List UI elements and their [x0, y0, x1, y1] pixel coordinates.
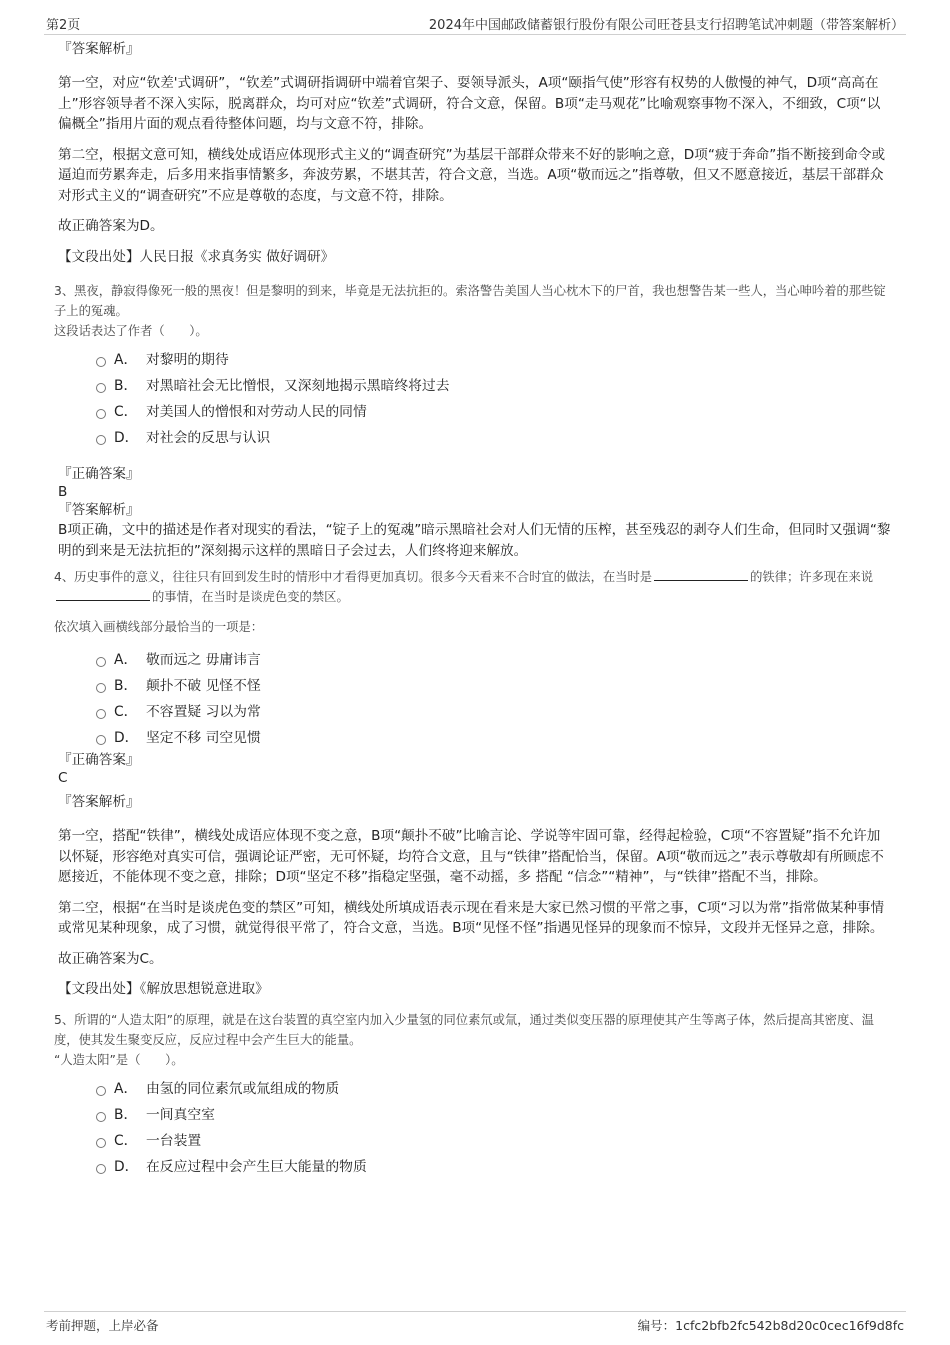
question-stem: 4、历史事件的意义，往往只有回到发生时的情形中才看得更加真切。很多今天看来不合时宜的做法，在当时是 的铁律；许多现在来说的事情，在当时是谈虎色变的禁区。 [54, 570, 874, 604]
analysis-conclusion: 故正确答案为C。 [58, 950, 163, 967]
analysis-paragraph: B项正确，文中的描述是作者对现实的看法，“锭子上的冤魂”暗示黑暗社会对人们无情的压榨，甚至残忍的剥夺人们生命，但同时又强调“黎明的到来是无法抗拒的”深刻揭示这样的黑暗日子会过去，人们终将迎来解放。 [58, 522, 891, 559]
option-a[interactable]: A． 对黎明的期待 [96, 347, 892, 373]
analysis-label: 『答案解析』 [58, 41, 140, 57]
option-c[interactable]: C． 对美国人的憎恨和对劳动人民的同情 [96, 399, 892, 425]
radio-icon[interactable] [96, 409, 106, 419]
analysis-conclusion: 故正确答案为D。 [58, 218, 164, 234]
question-prompt: 依次填入画横线部分最恰当的一项是： [54, 620, 264, 634]
answer-label: 『正确答案』 [58, 752, 140, 768]
question-prompt: “人造太阳”是（ ）。 [54, 1052, 184, 1067]
analysis-paragraph: 第二空，根据“在当时是谈虎色变的禁区”可知，横线处所填成语表示现在看来是大家已然习惯的平常之事，C项“习以为常”指常做某种事情或常见某种现象，成了习惯，就觉得很平常了，符合文意，当选。B项“见怪不怪”指遇见怪异的现象而不惊异，文段并无怪异之意，排除。 [58, 899, 885, 936]
option-b[interactable]: B． 颠扑不破 见怪不怪 [96, 673, 892, 699]
analysis-paragraph: 第一空，对应“钦差'式调研”，“钦差”式调研指调研中端着官架子、耍领导派头，A项“颐指气使”形容有权势的人傲慢的神气，D项“高高在上”形容领导者不深入实际，脱离群众，均可对应“钦差”式调研，符合文意，保留。B项“走马观花”比喻观察事物不深入，不细致，C项“以偏概全”指用片面的观点看待整体问题，均与文意不符，排除。 [58, 75, 881, 132]
analysis-paragraph: 第一空，搭配“铁律”，横线处成语应体现不变之意，B项“颠扑不破”比喻言论、学说等牢固可靠，经得起检验，C项“不容置疑”指不允许加以怀疑，形容绝对真实可信，强调论证严密，无可怀疑，均符合文意，且与“铁律”搭配恰当，保留。A项“敬而远之”表示尊敬却有所顾虑不愿接近，不能体现不变之意，排除；D项“坚定不移”指稳定坚强，毫不动摇，多 搭配 “信念”“精神”，与“铁律”搭配不当，排除。 [58, 828, 884, 885]
radio-icon[interactable] [96, 1112, 106, 1122]
document-content [54, 40, 892, 1180]
radio-icon[interactable] [96, 435, 106, 445]
radio-icon[interactable] [96, 683, 106, 693]
options-list [96, 347, 892, 451]
option-c[interactable]: C． 一台装置 [96, 1128, 892, 1154]
radio-icon[interactable] [96, 735, 106, 745]
radio-icon[interactable] [96, 1086, 106, 1096]
answer-label: 『正确答案』 [58, 466, 140, 482]
correct-answer: B [58, 484, 68, 500]
page-footer [44, 1311, 906, 1336]
analysis-label: 『答案解析』 [58, 794, 140, 810]
question-prompt: 这段话表达了作者（ ）。 [54, 324, 208, 338]
option-d[interactable]: D． 坚定不移 司空见惯 [96, 725, 892, 751]
source-citation: 【文段出处】人民日报《求真务实 做好调研》 [58, 248, 335, 265]
document-title: 2024年中国邮政储蓄银行股份有限公司旺苍县支行招聘笔试冲刺题（带答案解析） [428, 18, 904, 33]
option-b[interactable]: B． 一间真空室 [96, 1102, 892, 1128]
question-4 [54, 567, 892, 1000]
page-header [44, 12, 906, 35]
option-d[interactable]: D． 在反应过程中会产生巨大能量的物质 [96, 1154, 892, 1180]
radio-icon[interactable] [96, 1138, 106, 1148]
fill-blank [56, 588, 150, 601]
options-list [96, 1076, 892, 1180]
option-c[interactable]: C． 不容置疑 习以为常 [96, 699, 892, 725]
correct-answer: C [58, 770, 68, 786]
radio-icon[interactable] [96, 383, 106, 393]
fill-blank [654, 568, 748, 581]
option-d[interactable]: D． 对社会的反思与认识 [96, 425, 892, 451]
radio-icon[interactable] [96, 1164, 106, 1174]
question-5 [54, 1010, 892, 1180]
source-citation: 【文段出处】《解放思想锐意进取》 [58, 981, 269, 997]
question-stem: 3、黑夜，静寂得像死一般的黑夜！但是黎明的到来，毕竟是无法抗拒的。索洛警告美国人当心枕木下的尸首，我也想警告某一些人，当心呻吟着的那些锭子上的冤魂。 [54, 284, 886, 318]
analysis-paragraph: 第二空，根据文意可知，横线处成语应体现形式主义的“调查研究”为基层干部群众带来不好的影响之意，D项“疲于奔命”指不断接到命令或逼迫而劳累奔走，后多用来指事情繁多，奔波劳累，不堪其苦，符合文意，当选。A项“敬而远之”指尊敬，但又不愿意接近，基层干部群众对形式主义的“调查研究”不应是尊敬的态度，与文意不符，排除。 [58, 146, 886, 204]
option-a[interactable]: A． 由氢的同位素氘或氚组成的物质 [96, 1076, 892, 1102]
question-stem: 5、所谓的“人造太阳”的原理，就是在这台装置的真空室内加入少量氢的同位素氘或氚，通过类似变压器的原理使其产生等离子体，然后提高其密度、温度，使其发生聚变反应，反应过程中会产生巨大的能量。 [54, 1012, 874, 1047]
option-b[interactable]: B． 对黑暗社会无比憎恨，又深刻地揭示黑暗终将过去 [96, 373, 892, 399]
radio-icon[interactable] [96, 357, 106, 367]
option-a[interactable]: A． 敬而远之 毋庸讳言 [96, 647, 892, 673]
question-3 [54, 281, 892, 561]
options-list [96, 647, 892, 751]
page-number: 第2页 [46, 18, 81, 33]
radio-icon[interactable] [96, 657, 106, 667]
document-code: 编号：1cfc2bfb2fc542b8d20c0cec16f9d8fc [637, 1318, 904, 1333]
footer-slogan: 考前押题，上岸必备 [46, 1318, 159, 1333]
radio-icon[interactable] [96, 709, 106, 719]
analysis-label: 『答案解析』 [58, 502, 140, 518]
